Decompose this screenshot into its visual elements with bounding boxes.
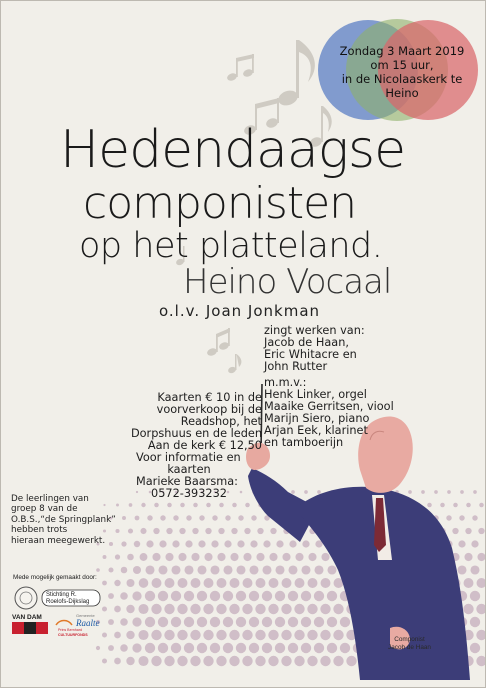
tickets-line: Readshop, het [180, 415, 262, 428]
info-line: Marieke Baarsma: [136, 475, 238, 488]
cultuurfonds-logo [58, 628, 88, 637]
event-date-line: om 15 uur, [370, 58, 434, 72]
composer-item: John Rutter [264, 360, 328, 373]
school-line: De leerlingen van [11, 494, 89, 504]
stichting-line: Roelofs-Dijkslag [46, 598, 90, 605]
event-date-line: in de Nicolaaskerk te [341, 72, 463, 86]
composer-item: Eric Whitacre en [264, 348, 357, 361]
cultuurfonds-line: Prins Bernhard [58, 628, 82, 632]
composer-item: Jacob de Haan, [264, 336, 349, 349]
title-line-1: Hedendaagse [60, 120, 406, 180]
tickets-block [131, 392, 262, 452]
school-line: hieraan meegewerkt. [11, 535, 106, 546]
tickets-line: Aan de kerk € 12,50 [147, 439, 262, 452]
info-line: Voor informatie en [136, 451, 241, 464]
title-line-3: op het platteland. [79, 226, 383, 266]
program-heading: zingt werken van: [264, 324, 365, 337]
stichting-logo [46, 592, 89, 605]
event-date-line: Zondag 3 Maart 2019 [339, 44, 465, 58]
caption-line: Jacob de Haan [388, 644, 431, 651]
performer-item: Arjan Eek, klarinet [264, 424, 368, 437]
performer-item: en tamboerijn [264, 436, 344, 449]
caption-line: Componist [394, 636, 425, 643]
raalte-logo-small: Gemeente [76, 613, 95, 618]
school-line: O.B.S.,“de Springplank” [11, 514, 116, 525]
photo-caption [388, 636, 431, 652]
event-date-block [330, 44, 474, 100]
performer-item: Marijn Siero, piano [264, 412, 370, 425]
performer-item: Maaike Gerritsen, viool [264, 400, 394, 413]
performers-block [264, 377, 394, 449]
info-block [136, 452, 242, 500]
tickets-line: Dorpshuus en de leden [130, 427, 262, 440]
stichting-line: Stichting R. [46, 592, 77, 598]
choir-name: Heino Vocaal [183, 262, 392, 302]
event-date-line: Heino [385, 86, 419, 100]
title-line-2: componisten [83, 178, 357, 229]
school-block [11, 494, 116, 546]
school-line: hebben trots [11, 525, 68, 536]
program-block [264, 325, 365, 373]
info-line: 0572-393232 [151, 487, 227, 500]
cultuurfonds-line: CULTUURFONDS [58, 632, 88, 637]
vandam-logo: VAN DAM [12, 614, 42, 621]
info-line: kaarten [167, 463, 211, 476]
tickets-line: Kaarten € 10 in de [157, 391, 262, 404]
raalte-logo: Raalte [76, 618, 100, 628]
tickets-line: voorverkoop bij de [156, 403, 262, 416]
performer-item: Henk Linker, orgel [264, 388, 367, 401]
school-line: groep 8 van de [11, 504, 78, 515]
conductor-name: o.l.v. Joan Jonkman [159, 302, 321, 320]
performers-heading: m.m.v.: [264, 376, 307, 389]
sponsors-heading: Mede mogelijk gemaakt door: [13, 574, 97, 581]
